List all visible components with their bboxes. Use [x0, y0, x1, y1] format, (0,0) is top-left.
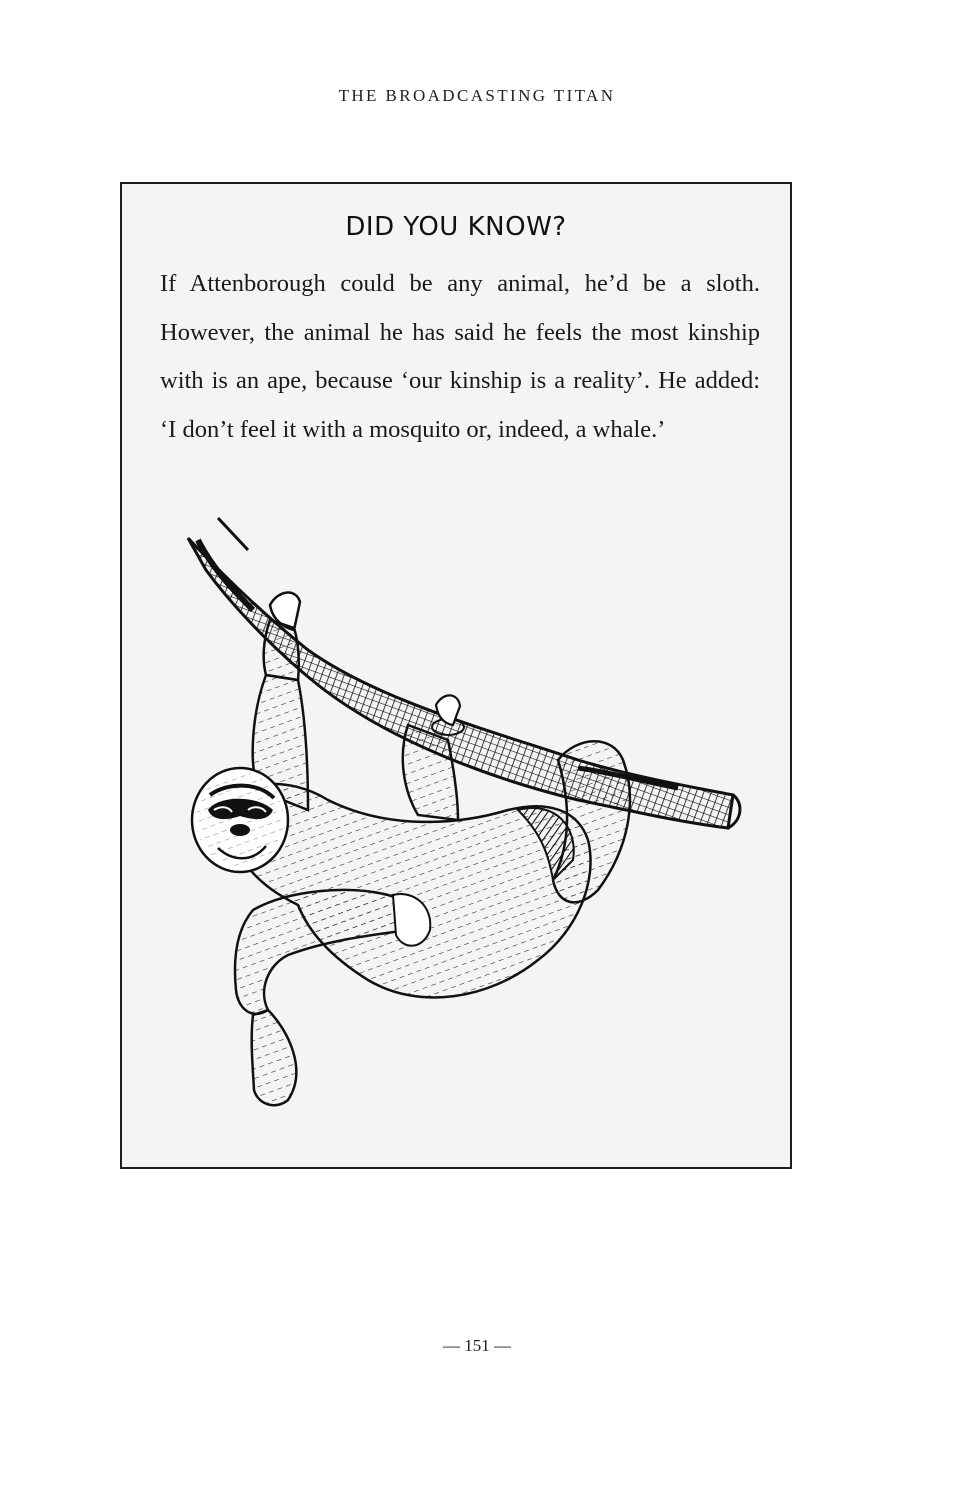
did-you-know-box — [120, 182, 792, 1169]
sloth-head — [192, 768, 288, 872]
sloth-lower-arm — [235, 890, 430, 1105]
box-body-text: If Attenborough could be any animal, he’d be a sloth. However, the animal he has said he feels the most kinship with is an ape, because ‘our kinship is a reality’. He added: ‘I don’t feel it with a mosquito or, indeed, a whale.’ — [160, 270, 760, 443]
running-head: THE BROADCASTING TITAN — [338, 86, 616, 105]
page-number: — 151 — — [443, 1336, 511, 1355]
sloth-illustration — [158, 510, 748, 1120]
box-title: DID YOU KNOW? — [345, 212, 567, 242]
